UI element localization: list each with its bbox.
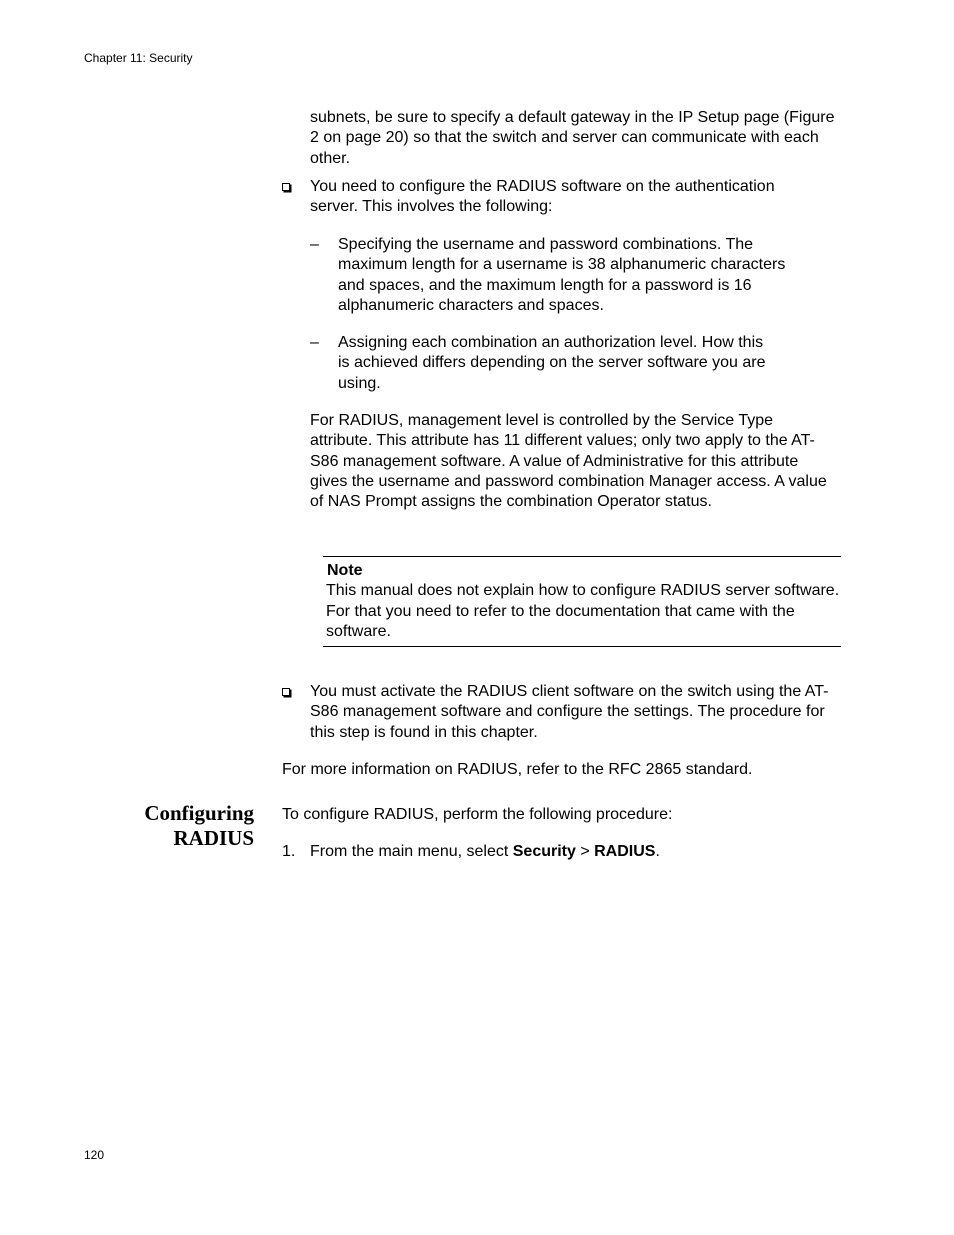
section-heading [144, 801, 254, 851]
section-heading-line-1: Configuring [144, 801, 254, 825]
bullet-configure-radius-software: You need to configure the RADIUS software on the authentication server. This involves the following: [310, 178, 775, 216]
checkbox-bullet-icon [282, 183, 290, 191]
radius-service-type-paragraph: For RADIUS, management level is controlled by the Service Type attribute. This attribute has 11 different values; only two apply to the AT-S86 management software. A value of Administrative for this attribute gives the username and password combination Manager access. A value of NAS Prompt assigns the combination Operator status. [310, 412, 827, 511]
menu-radius: RADIUS [594, 843, 656, 860]
dash-item-username-password: Specifying the username and password combinations. The maximum length for a username is 38 alphanumeric characters and spaces, and the maximum length for a password is 16 alphanumeric characters and spaces. [338, 236, 786, 314]
running-head: Chapter 11: Security [84, 51, 193, 65]
note-box [323, 556, 841, 647]
note-title: Note [327, 562, 363, 579]
checkbox-bullet-icon [282, 688, 290, 696]
more-info-paragraph: For more information on RADIUS, refer to the RFC 2865 standard. [282, 761, 753, 778]
step-1-text [310, 842, 845, 862]
step-1-prefix: From the main menu, select [310, 843, 513, 860]
dash-item-authorization-level: Assigning each combination an authorization level. How this is achieved differs depending on the server software you are using. [338, 334, 766, 392]
step-1-suffix: . [655, 843, 660, 860]
bullet-activate-radius-client: You must activate the RADIUS client software on the switch using the AT-S86 management software and configure the settings. The procedure for this step is found in this chapter. [310, 683, 829, 741]
continuation-paragraph: subnets, be sure to specify a default gateway in the IP Setup page (Figure 2 on page 20) so that the switch and server can communicate with each other. [310, 109, 835, 167]
note-text: This manual does not explain how to configure RADIUS server software. For that you need to refer to the documentation that came with the software. [326, 582, 840, 640]
step-number: 1. [282, 843, 296, 860]
section-heading-line-2: RADIUS [173, 826, 254, 850]
menu-security: Security [512, 843, 576, 860]
dash-bullet-icon: – [310, 236, 319, 253]
dash-bullet-icon: – [310, 334, 319, 351]
menu-separator: > [575, 843, 595, 860]
procedure-intro: To configure RADIUS, perform the following procedure: [282, 806, 673, 823]
page-number: 120 [84, 1148, 105, 1162]
